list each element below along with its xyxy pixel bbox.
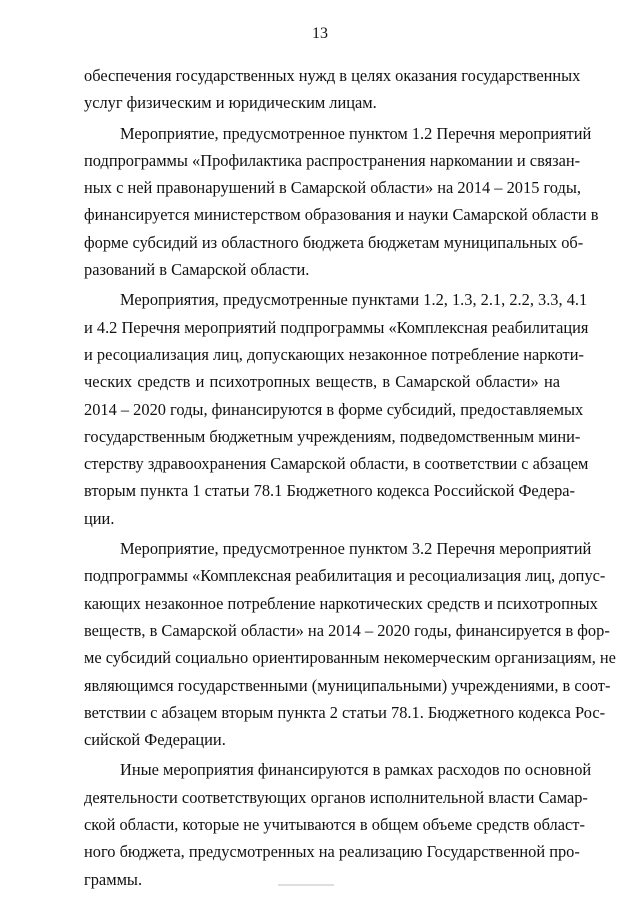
text-line: подпрограммы «Профилактика распространения наркомании и связан- <box>84 150 581 170</box>
text-line: и ресоциализация лиц, допускающих незаконное потребление наркоти- <box>84 344 584 364</box>
text-line: ской области, которые не учитываются в общем объеме средств област- <box>84 815 585 835</box>
text-line: Мероприятие, предусмотренное пунктом 3.2 Перечня мероприятий <box>120 539 592 559</box>
text-line: вторым пункта 1 статьи 78.1 Бюджетного кодекса Российской Федера- <box>84 481 576 501</box>
paragraph-2 <box>84 120 599 284</box>
text-line: кающих незаконное потребление наркотических средств и психотропных <box>84 593 598 613</box>
text-line: ции. <box>84 508 115 528</box>
text-line: Мероприятие, предусмотренное пунктом 1.2 Перечня мероприятий <box>120 123 592 143</box>
text-line: ме субсидий социально ориентированным некомерческим организациям, не <box>84 648 616 668</box>
text-line: обеспечения государственных нужд в целях оказания государственных <box>84 66 581 85</box>
paragraph-4 <box>84 535 616 753</box>
paragraph-3 <box>84 286 589 532</box>
text-line: ных с ней правонарушений в Самарской области» на 2014 – 2015 годы, <box>84 178 581 198</box>
text-line: ветствии с абзацем вторым пункта 2 статьи 78.1. Бюджетного кодекса Рос- <box>84 702 606 722</box>
text-line: стерству здравоохранения Самарской области, в соответствии с абзацем <box>84 454 589 474</box>
text-line: ческих средств и психотропных веществ, в Самарской области» на <box>84 372 560 392</box>
scan-artifact <box>278 884 334 886</box>
text-line: государственным бюджетным учреждениям, подведомственным мини- <box>84 426 581 446</box>
page-number: 13 <box>312 25 328 42</box>
text-line: граммы. <box>84 869 143 889</box>
text-line: деятельности соответствующих органов исполнительной власти Самар- <box>84 787 588 807</box>
text-line: являющимся государственными (муниципальными) учреждениями, в соот- <box>84 675 611 695</box>
text-line: финансируется министерством образования и науки Самарской области в <box>84 205 599 225</box>
text-line: 2014 – 2020 годы, финансируются в форме субсидий, предоставляемых <box>84 399 584 419</box>
paragraph-5 <box>84 756 592 892</box>
text-line: сийской Федерации. <box>84 730 226 750</box>
text-line: ного бюджета, предусмотренных на реализацию Государственной про- <box>84 842 580 862</box>
text-line: разований в Самарской области. <box>84 260 310 280</box>
text-line: Мероприятия, предусмотренные пунктами 1.2, 1.3, 2.1, 2.2, 3.3, 4.1 <box>120 290 588 310</box>
text-line: услуг физическим и юридическим лицам. <box>84 93 377 113</box>
document-body <box>84 62 616 896</box>
text-line: форме субсидий из областного бюджета бюджетам муниципальных об- <box>84 232 584 252</box>
text-line: веществ, в Самарской области» на 2014 – 2020 годы, финансируется в фор- <box>84 620 610 640</box>
text-line: и 4.2 Перечня мероприятий подпрограммы «Комплексная реабилитация <box>84 317 589 337</box>
text-line: подпрограммы «Комплексная реабилитация и ресоциализация лиц, допус- <box>84 566 606 586</box>
paragraph-1 <box>84 62 581 117</box>
text-line: Иные мероприятия финансируются в рамках расходов по основной <box>120 760 592 780</box>
